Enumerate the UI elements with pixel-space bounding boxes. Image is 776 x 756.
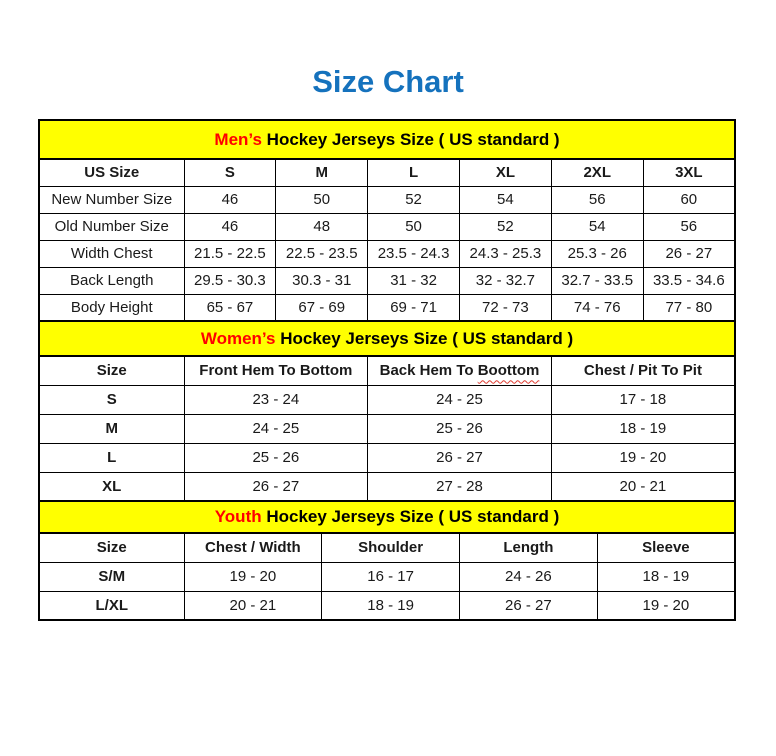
size-cell: 20 - 21: [184, 591, 322, 620]
size-cell: 24.3 - 25.3: [459, 240, 551, 267]
size-cell: 27 - 28: [368, 472, 552, 501]
table-row: [39, 562, 735, 591]
womens-col-header-front-hem: Front Hem To Bottom: [184, 356, 368, 385]
size-cell: 25.3 - 26: [551, 240, 643, 267]
size-cell: 25 - 26: [184, 443, 368, 472]
mens-banner-highlight: Men’s: [214, 129, 262, 149]
size-cell: 56: [643, 213, 735, 240]
size-cell: 46: [184, 186, 276, 213]
mens-col-header-m: M: [276, 159, 368, 186]
womens-size-table: [38, 355, 736, 502]
size-cell: 46: [184, 213, 276, 240]
youth-col-header-length: Length: [460, 533, 598, 562]
mens-row-label: Width Chest: [39, 240, 184, 267]
size-cell: 21.5 - 22.5: [184, 240, 276, 267]
mens-col-header-2xl: 2XL: [551, 159, 643, 186]
size-cell: 60: [643, 186, 735, 213]
size-cell: 23.5 - 24.3: [368, 240, 460, 267]
size-cell: 22.5 - 23.5: [276, 240, 368, 267]
size-cell: 19 - 20: [184, 562, 322, 591]
back-hem-misspelled-word: Boottom: [477, 362, 540, 380]
size-cell: 48: [276, 213, 368, 240]
back-hem-prefix: Back Hem To: [379, 362, 478, 380]
mens-row-label: New Number Size: [39, 186, 184, 213]
womens-row-label: L: [39, 443, 184, 472]
size-cell: 26 - 27: [460, 591, 598, 620]
table-row: [39, 213, 735, 240]
mens-row-label: Old Number Size: [39, 213, 184, 240]
youth-col-header-shoulder: Shoulder: [322, 533, 460, 562]
mens-banner-text: Hockey Jerseys Size ( US standard ): [261, 129, 560, 149]
table-row: [39, 443, 735, 472]
womens-banner-highlight: Women’s: [200, 328, 276, 348]
size-cell: 18 - 19: [551, 414, 735, 443]
size-cell: 50: [368, 213, 460, 240]
youth-col-header-size: Size: [39, 533, 184, 562]
size-cell: 67 - 69: [276, 294, 368, 321]
table-row: [39, 414, 735, 443]
youth-row-label: S/M: [39, 562, 184, 591]
table-row: [39, 267, 735, 294]
womens-col-header-size: Size: [39, 356, 184, 385]
size-cell: 16 - 17: [322, 562, 460, 591]
size-cell: 52: [368, 186, 460, 213]
size-cell: 19 - 20: [597, 591, 735, 620]
mens-size-table: [38, 158, 736, 322]
size-cell: 20 - 21: [551, 472, 735, 501]
size-cell: 32 - 32.7: [459, 267, 551, 294]
womens-row-label: XL: [39, 472, 184, 501]
youth-col-header-sleeve: Sleeve: [597, 533, 735, 562]
mens-col-header-xl: XL: [459, 159, 551, 186]
size-cell: 50: [276, 186, 368, 213]
size-cell: 17 - 18: [551, 385, 735, 414]
size-cell: 26 - 27: [368, 443, 552, 472]
table-row: [39, 294, 735, 321]
mens-header-row: [39, 159, 735, 186]
mens-col-header-s: S: [184, 159, 276, 186]
size-cell: 77 - 80: [643, 294, 735, 321]
size-chart: [38, 119, 736, 621]
youth-col-header-chest-width: Chest / Width: [184, 533, 322, 562]
size-cell: 31 - 32: [368, 267, 460, 294]
mens-col-header-3xl: 3XL: [643, 159, 735, 186]
womens-col-header-chest: Chest / Pit To Pit: [551, 356, 735, 385]
table-row: [39, 186, 735, 213]
size-cell: 69 - 71: [368, 294, 460, 321]
womens-section-banner: [38, 320, 736, 357]
size-cell: 72 - 73: [459, 294, 551, 321]
size-cell: 56: [551, 186, 643, 213]
size-cell: 26 - 27: [643, 240, 735, 267]
womens-banner-text: Hockey Jerseys Size ( US standard ): [275, 328, 574, 348]
size-cell: 65 - 67: [184, 294, 276, 321]
size-cell: 54: [459, 186, 551, 213]
mens-row-label: Body Height: [39, 294, 184, 321]
size-cell: 23 - 24: [184, 385, 368, 414]
size-cell: 33.5 - 34.6: [643, 267, 735, 294]
size-cell: 54: [551, 213, 643, 240]
size-cell: 30.3 - 31: [276, 267, 368, 294]
youth-banner-text: Hockey Jerseys Size ( US standard ): [261, 507, 560, 526]
size-cell: 24 - 26: [460, 562, 598, 591]
size-cell: 26 - 27: [184, 472, 368, 501]
size-cell: 24 - 25: [184, 414, 368, 443]
table-row: [39, 385, 735, 414]
size-cell: 52: [459, 213, 551, 240]
size-cell: 29.5 - 30.3: [184, 267, 276, 294]
womens-header-row: [39, 356, 735, 385]
page-title: Size Chart: [312, 64, 464, 99]
size-cell: 19 - 20: [551, 443, 735, 472]
table-row: [39, 472, 735, 501]
mens-col-header-l: L: [368, 159, 460, 186]
size-cell: 18 - 19: [322, 591, 460, 620]
size-cell: 74 - 76: [551, 294, 643, 321]
womens-col-header-back-hem: [368, 356, 552, 385]
youth-section-banner: [38, 500, 736, 534]
womens-row-label: S: [39, 385, 184, 414]
size-cell: 24 - 25: [368, 385, 552, 414]
table-row: [39, 240, 735, 267]
size-cell: 32.7 - 33.5: [551, 267, 643, 294]
size-cell: 18 - 19: [597, 562, 735, 591]
youth-size-table: [38, 532, 736, 621]
youth-header-row: [39, 533, 735, 562]
size-cell: 25 - 26: [368, 414, 552, 443]
mens-row-label: Back Length: [39, 267, 184, 294]
youth-row-label: L/XL: [39, 591, 184, 620]
youth-banner-highlight: Youth: [214, 507, 262, 526]
mens-col-header-us-size: US Size: [39, 159, 184, 186]
table-row: [39, 591, 735, 620]
mens-section-banner: [38, 119, 736, 160]
womens-row-label: M: [39, 414, 184, 443]
